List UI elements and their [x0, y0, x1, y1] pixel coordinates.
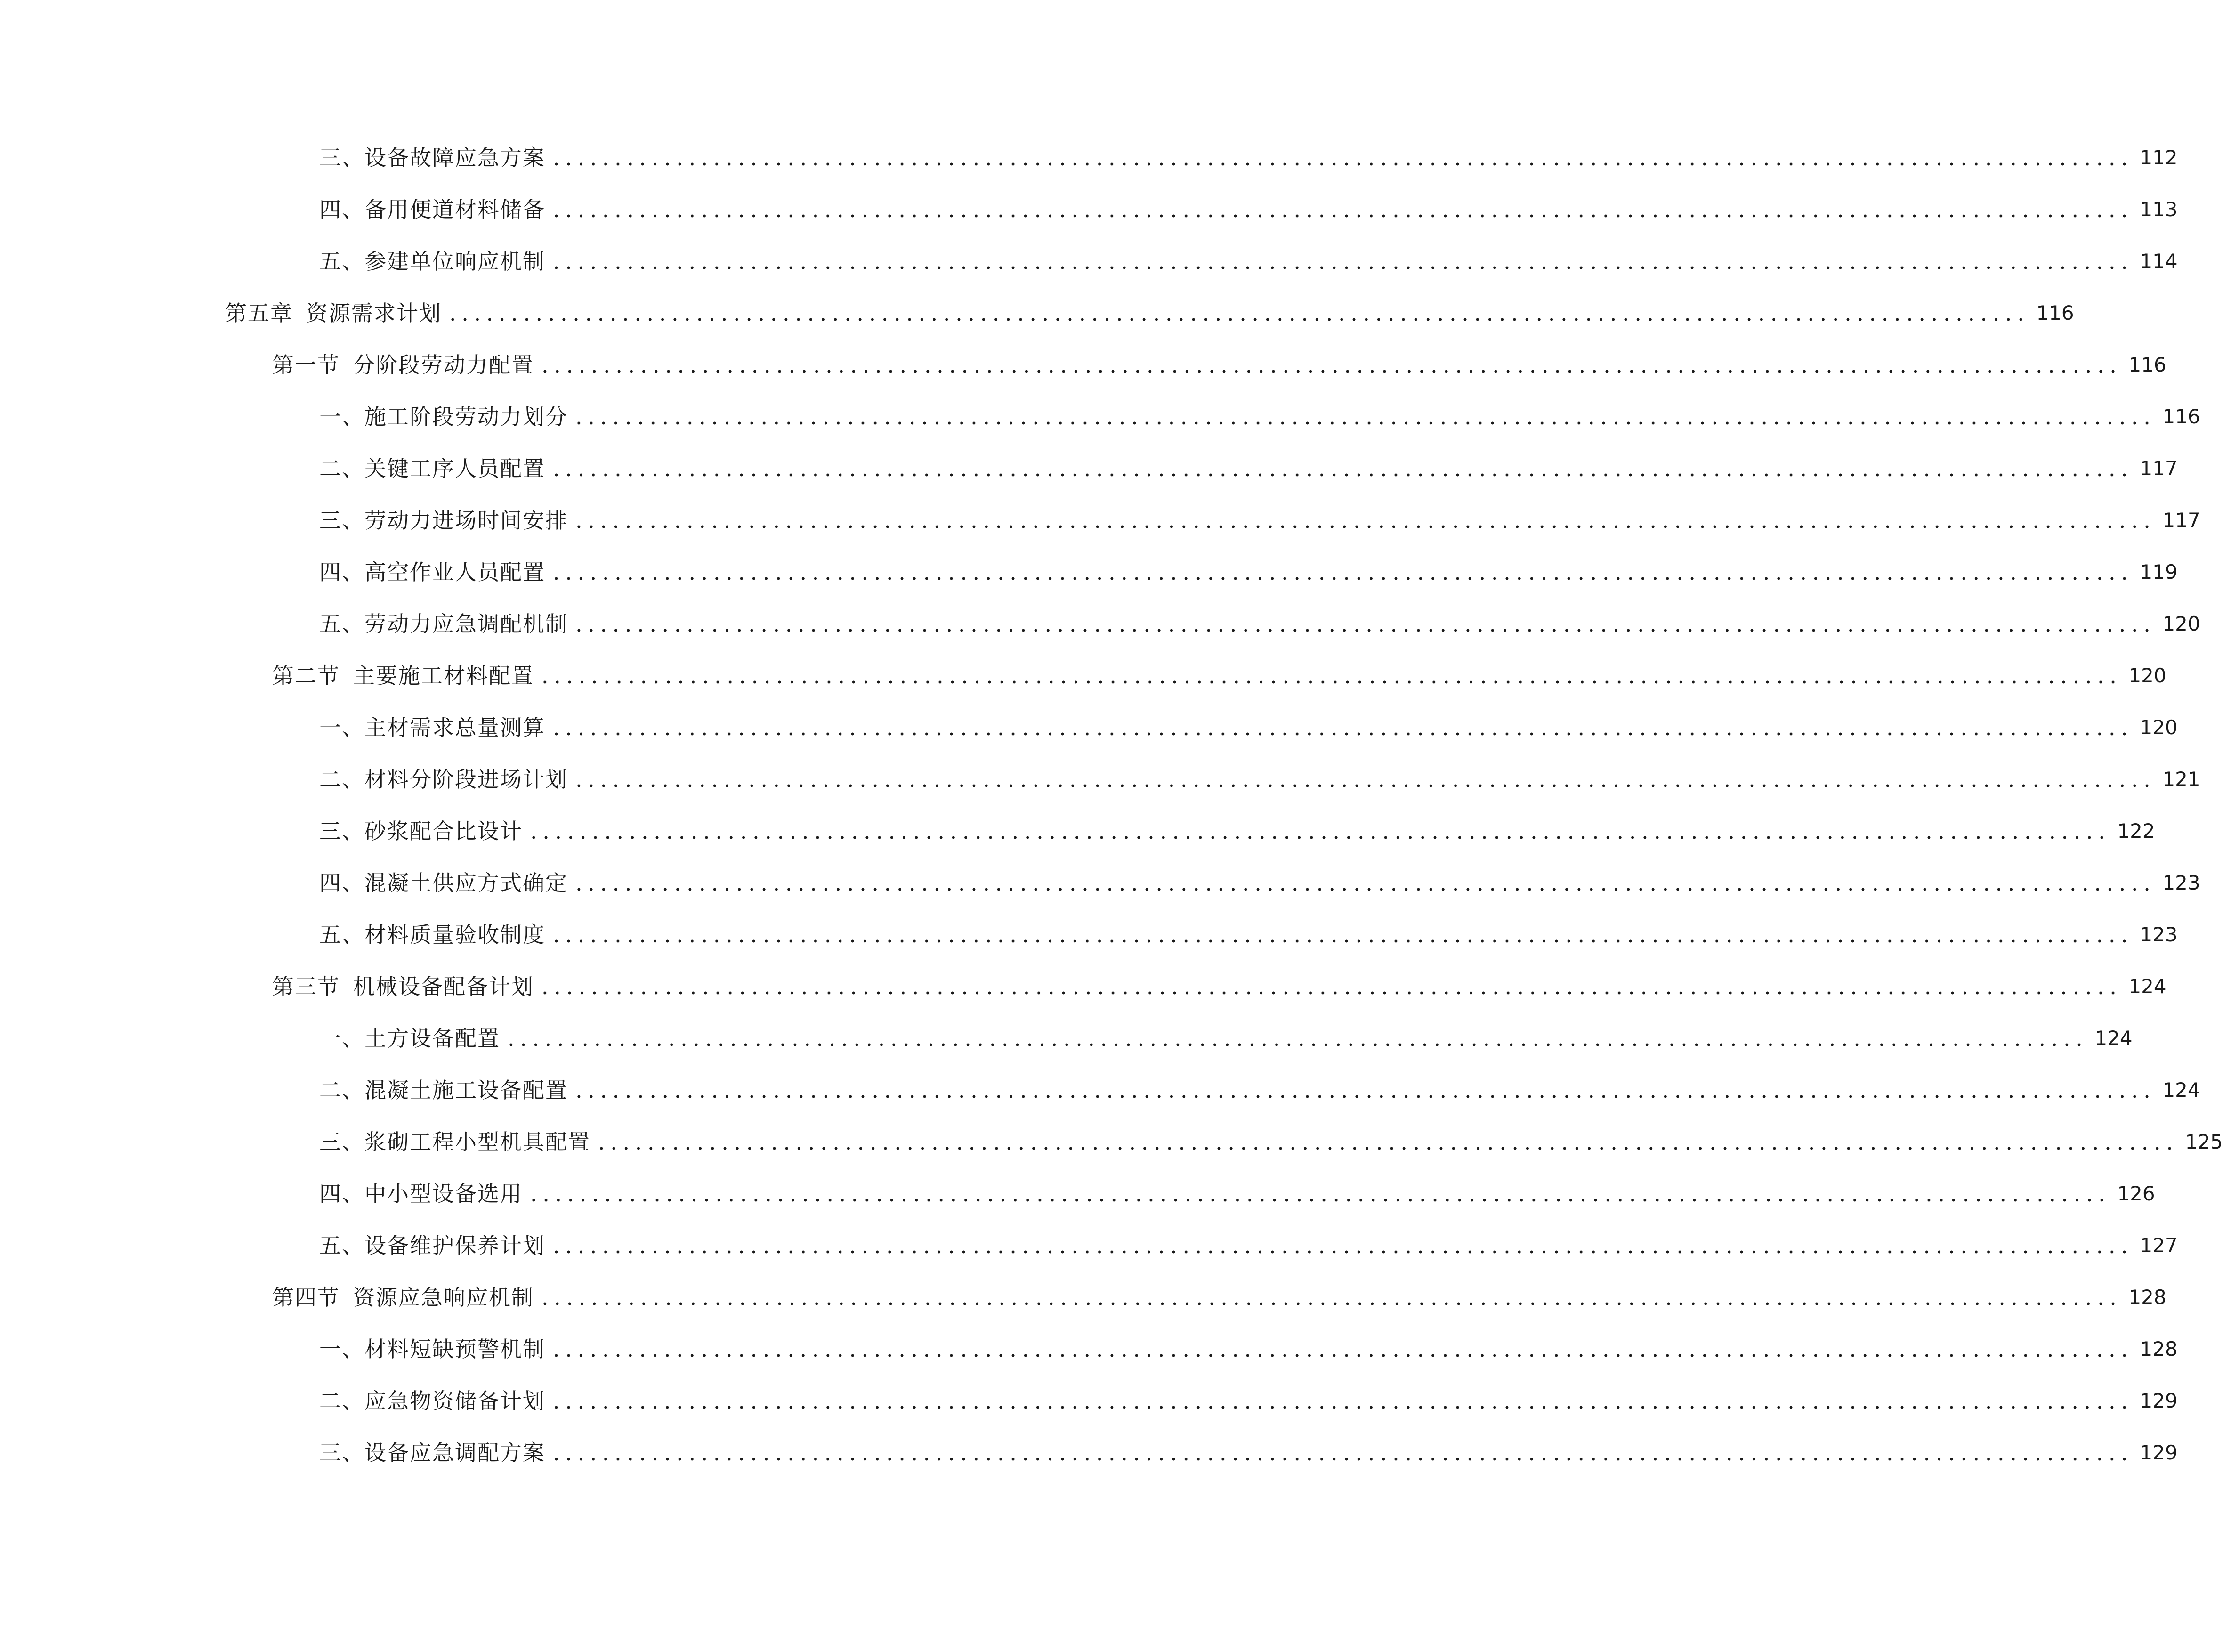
- dot-leader: ................................................................................................................................: [575, 611, 2156, 637]
- toc-entry-title: 混凝土施工设备配置: [364, 1077, 568, 1103]
- toc-entry[interactable]: [319, 1328, 2178, 1370]
- dot-leader: ................................................................................................................................: [553, 559, 2134, 585]
- toc-entry-page: 116: [2162, 405, 2200, 428]
- toc-entry-page: 127: [2140, 1234, 2178, 1257]
- toc-entry[interactable]: [319, 1173, 2155, 1215]
- toc-entry-page: 113: [2140, 198, 2178, 221]
- toc-entry[interactable]: [319, 1121, 2223, 1163]
- toc-entry-number: 五、: [319, 1233, 364, 1258]
- toc-entry[interactable]: [319, 447, 2178, 490]
- dot-leader: ................................................................................................................................: [553, 1388, 2134, 1414]
- dot-leader: ................................................................................................................................: [598, 1129, 2179, 1155]
- toc-chapter-entry[interactable]: [225, 292, 2074, 334]
- toc-entry[interactable]: [319, 603, 2200, 645]
- dot-leader: ................................................................................................................................: [542, 663, 2122, 688]
- toc-entry-page: 112: [2140, 146, 2178, 169]
- toc-entry-page: 121: [2162, 768, 2200, 791]
- toc-entry[interactable]: [319, 914, 2178, 956]
- toc-entry[interactable]: [319, 1069, 2200, 1111]
- toc-entry-page: 129: [2140, 1389, 2178, 1412]
- toc-entry-page: 119: [2140, 560, 2178, 583]
- toc-entry-page: 117: [2140, 457, 2178, 480]
- toc-entry-page: 128: [2128, 1286, 2166, 1309]
- toc-entry-title: 机械设备配备计划: [353, 974, 534, 999]
- toc-entry-number: 五、: [319, 249, 364, 274]
- toc-entry-number: 四、: [319, 559, 364, 585]
- toc-entry-page: 124: [2128, 975, 2166, 998]
- dot-leader: ................................................................................................................................: [553, 197, 2134, 222]
- toc-entry-number: 二、: [319, 767, 364, 792]
- toc-entry-number: 三、: [319, 1129, 364, 1155]
- toc-entry-number: 三、: [319, 818, 364, 844]
- dot-leader: ................................................................................................................................: [553, 715, 2134, 740]
- toc-entry-title: 分阶段劳动力配置: [353, 352, 534, 378]
- toc-entry[interactable]: [319, 551, 2178, 593]
- toc-entry-number: 一、: [319, 715, 364, 740]
- dot-leader: ................................................................................................................................: [553, 249, 2134, 274]
- toc-entry[interactable]: [319, 396, 2200, 438]
- toc-entry-title: 设备维护保养计划: [364, 1233, 545, 1258]
- dot-leader: ................................................................................................................................: [575, 1077, 2156, 1103]
- toc-entry-title: 应急物资储备计划: [364, 1388, 545, 1414]
- toc-entry-number: 四、: [319, 197, 364, 222]
- dot-leader: ................................................................................................................................: [553, 145, 2134, 170]
- toc-entry-number: 第二节: [272, 663, 340, 688]
- dot-leader: ................................................................................................................................: [553, 922, 2134, 947]
- dot-leader: ................................................................................................................................: [553, 1336, 2134, 1362]
- toc-entry[interactable]: [319, 240, 2178, 283]
- toc-entry-page: 120: [2162, 612, 2200, 635]
- toc-entry-number: 五、: [319, 611, 364, 637]
- toc-entry-number: 二、: [319, 456, 364, 481]
- toc-entry-page: 122: [2117, 819, 2155, 842]
- toc-entry-number: 第五章: [225, 300, 293, 326]
- toc-entry[interactable]: [319, 1380, 2178, 1422]
- dot-leader: ................................................................................................................................: [542, 352, 2122, 378]
- toc-entry-page: 128: [2140, 1337, 2178, 1360]
- toc-entry-title: 设备应急调配方案: [364, 1440, 545, 1466]
- dot-leader: ................................................................................................................................: [575, 870, 2156, 896]
- dot-leader: ................................................................................................................................: [449, 300, 2030, 326]
- toc-entry-title: 施工阶段劳动力划分: [364, 404, 568, 429]
- toc-entry-number: 五、: [319, 922, 364, 947]
- toc-section-entry[interactable]: [272, 1276, 2166, 1319]
- toc-entry[interactable]: [319, 862, 2200, 904]
- toc-entry-page: 124: [2094, 1027, 2133, 1050]
- dot-leader: ................................................................................................................................: [575, 767, 2156, 792]
- toc-entry[interactable]: [319, 1224, 2178, 1267]
- toc-entry-number: 四、: [319, 1181, 364, 1207]
- toc-entry-page: 124: [2162, 1078, 2200, 1101]
- toc-entry-page: 116: [2036, 301, 2074, 324]
- dot-leader: ................................................................................................................................: [508, 1026, 2088, 1051]
- toc-entry[interactable]: [319, 810, 2155, 852]
- toc-entry[interactable]: [319, 188, 2178, 231]
- toc-entry-number: 三、: [319, 508, 364, 533]
- toc-entry-title: 砂浆配合比设计: [364, 818, 523, 844]
- toc-entry-number: 一、: [319, 404, 364, 429]
- dot-leader: ................................................................................................................................: [575, 508, 2156, 533]
- toc-entry-title: 高空作业人员配置: [364, 559, 545, 585]
- toc-entry-title: 土方设备配置: [364, 1026, 500, 1051]
- toc-entry-number: 四、: [319, 870, 364, 896]
- toc-entry-page: 123: [2140, 923, 2178, 946]
- toc-entry-page: 120: [2128, 664, 2166, 687]
- toc-entry[interactable]: [319, 1432, 2178, 1474]
- toc-entry-title: 材料质量验收制度: [364, 922, 545, 947]
- dot-leader: ................................................................................................................................: [542, 1285, 2122, 1310]
- toc-entry-title: 备用便道材料储备: [364, 197, 545, 222]
- toc-entry[interactable]: [319, 758, 2200, 801]
- toc-entry-number: 二、: [319, 1077, 364, 1103]
- toc-entry-number: 三、: [319, 1440, 364, 1466]
- toc-entry-title: 材料分阶段进场计划: [364, 767, 568, 792]
- toc-entry-title: 设备故障应急方案: [364, 145, 545, 170]
- toc-entry-title: 关键工序人员配置: [364, 456, 545, 481]
- toc-entry-number: 第三节: [272, 974, 340, 999]
- toc-entry-title: 中小型设备选用: [364, 1181, 523, 1207]
- toc-entry-page: 126: [2117, 1182, 2155, 1205]
- dot-leader: ................................................................................................................................: [575, 404, 2156, 429]
- toc-entry-title: 劳动力应急调配机制: [364, 611, 568, 637]
- toc-entry-title: 主材需求总量测算: [364, 715, 545, 740]
- toc-section-entry[interactable]: [272, 655, 2166, 697]
- dot-leader: ................................................................................................................................: [553, 1440, 2134, 1466]
- toc-entry-title: 参建单位响应机制: [364, 249, 545, 274]
- toc-entry-title: 主要施工材料配置: [353, 663, 534, 688]
- toc-entry-number: 三、: [319, 145, 364, 170]
- toc-entry-title: 劳动力进场时间安排: [364, 508, 568, 533]
- toc-entry[interactable]: [319, 706, 2178, 749]
- toc-entry-page: 129: [2140, 1441, 2178, 1464]
- toc-entry-page: 123: [2162, 871, 2200, 894]
- toc-entry-page: 120: [2140, 716, 2178, 739]
- toc-entry-number: 一、: [319, 1026, 364, 1051]
- toc-entry-page: 125: [2185, 1130, 2223, 1153]
- toc-section-entry[interactable]: [272, 965, 2166, 1008]
- dot-leader: ................................................................................................................................: [553, 1233, 2134, 1258]
- toc-entry[interactable]: [319, 137, 2178, 179]
- dot-leader: ................................................................................................................................: [542, 974, 2122, 999]
- toc-entry-title: 资源应急响应机制: [353, 1285, 534, 1310]
- toc-entry[interactable]: [319, 499, 2200, 542]
- toc-entry-page: 116: [2128, 353, 2166, 376]
- toc-entry-number: 二、: [319, 1388, 364, 1414]
- toc-entry-page: 114: [2140, 250, 2178, 273]
- toc-entry-title: 混凝土供应方式确定: [364, 870, 568, 896]
- toc-entry[interactable]: [319, 1017, 2133, 1060]
- toc-entry-number: 第四节: [272, 1285, 340, 1310]
- toc-entry-title: 资源需求计划: [306, 300, 442, 326]
- dot-leader: ................................................................................................................................: [530, 1181, 2111, 1207]
- toc-entry-title: 浆砌工程小型机具配置: [364, 1129, 590, 1155]
- toc-entry-number: 第一节: [272, 352, 340, 378]
- toc-section-entry[interactable]: [272, 344, 2166, 386]
- toc-entry-title: 材料短缺预警机制: [364, 1336, 545, 1362]
- dot-leader: ................................................................................................................................: [530, 818, 2111, 844]
- toc-entry-number: 一、: [319, 1336, 364, 1362]
- toc-entry-page: 117: [2162, 509, 2200, 532]
- dot-leader: ................................................................................................................................: [553, 456, 2134, 481]
